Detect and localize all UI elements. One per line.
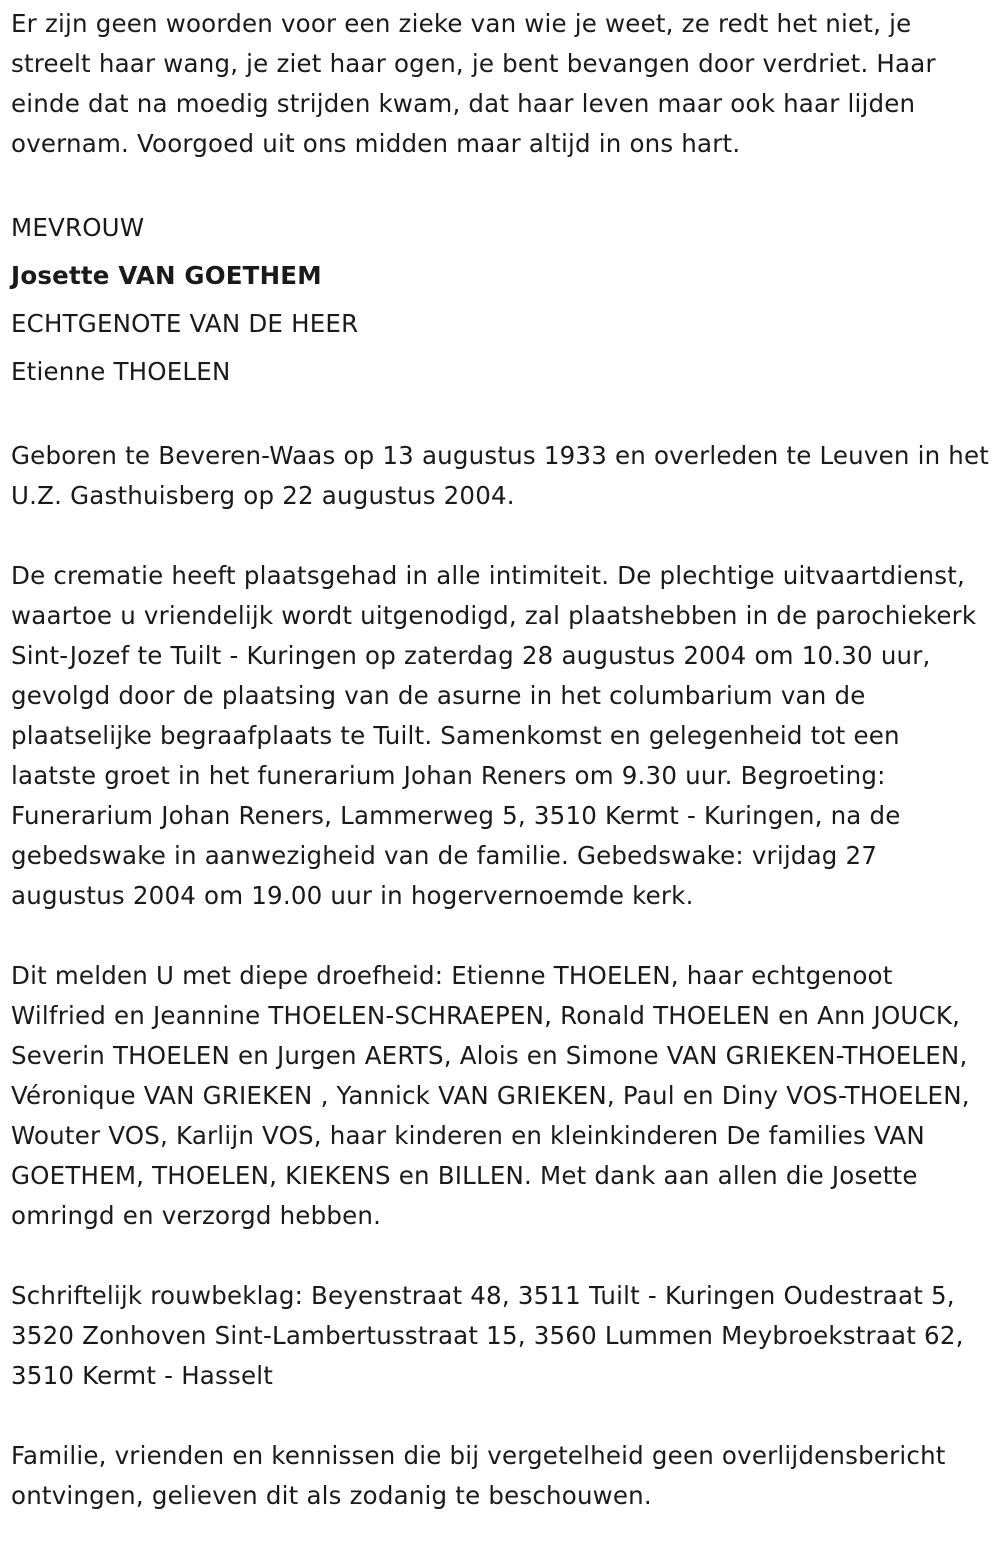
deceased-name: Josette VAN GOETHEM: [11, 261, 322, 290]
spacer: [11, 396, 990, 436]
spacer: [11, 1396, 990, 1436]
family-paragraph: Dit melden U met diepe droefheid: Etienne THOELEN, haar echtgenoot Wilfried en Jeannine THOELEN-SCHRAEPEN, Ronald THOELEN en Ann JOUCK, Severin THOELEN en Jurgen AERTS, Alois en Simone VAN GRIEKEN-THOELEN, Véronique VAN GRIEKEN , Yannick VAN GRIEKEN, Paul en Diny VOS-THOELEN, Wouter VOS, Karlijn VOS, haar kinderen en kleinkinderen De families VAN GOETHEM, THOELEN, KIEKENS en BILLEN. Met dank aan allen die Josette omringd en verzorgd hebben.: [11, 961, 970, 1230]
spacer: [11, 516, 990, 556]
deceased-relation: ECHTGENOTE VAN DE HEER: [11, 309, 359, 338]
birth-death-paragraph: Geboren te Beveren-Waas op 13 augustus 1933 en overleden te Leuven in het U.Z. Gasthuisberg op 22 augustus 2004.: [11, 441, 990, 510]
spouse-name: Etienne THOELEN: [11, 357, 231, 386]
spacer: [11, 916, 990, 956]
intro-paragraph: Er zijn geen woorden voor een zieke van wie je weet, ze redt het niet, je streelt haar wang, je ziet haar ogen, je bent bevangen door verdriet. Haar einde dat na moedig strijden kwam, dat haar leven maar ook haar lijden overnam. Voorgoed uit ons midden maar altijd in ons hart.: [11, 9, 936, 158]
ceremony-paragraph: De crematie heeft plaatsgehad in alle intimiteit. De plechtige uitvaartdienst, waartoe u vriendelijk wordt uitgenodigd, zal plaatshebben in de parochiekerk Sint-Jozef te Tuilt - Kuringen op zaterdag 28 augustus 2004 om 10.30 uur, gevolgd door de plaatsing van de asurne in het columbarium van de plaatselijke begraafplaats te Tuilt. Samenkomst en gelegenheid tot een laatste groet in het funerarium Johan Reners om 9.30 uur. Begroeting: Funerarium Johan Reners, Lammerweg 5, 3510 Kermt - Kuringen, na de gebedswake in aanwezigheid van de familie. Gebedswake: vrijdag 27 augustus 2004 om 19.00 uur in hogervernoemde kerk.: [11, 561, 977, 910]
spacer: [11, 164, 990, 204]
condolences-paragraph: Schriftelijk rouwbeklag: Beyenstraat 48, 3511 Tuilt - Kuringen Oudestraat 5, 3520 Zonhoven Sint-Lambertusstraat 15, 3560 Lummen Meybroekstraat 62, 3510 Kermt - Hasselt: [11, 1281, 964, 1390]
deceased-block: [11, 204, 990, 396]
closing-paragraph: Familie, vrienden en kennissen die bij vergetelheid geen overlijdensbericht ontvingen, gelieven dit als zodanig te beschouwen.: [11, 1441, 946, 1510]
deceased-title: MEVROUW: [11, 213, 145, 242]
spacer: [11, 1236, 990, 1276]
